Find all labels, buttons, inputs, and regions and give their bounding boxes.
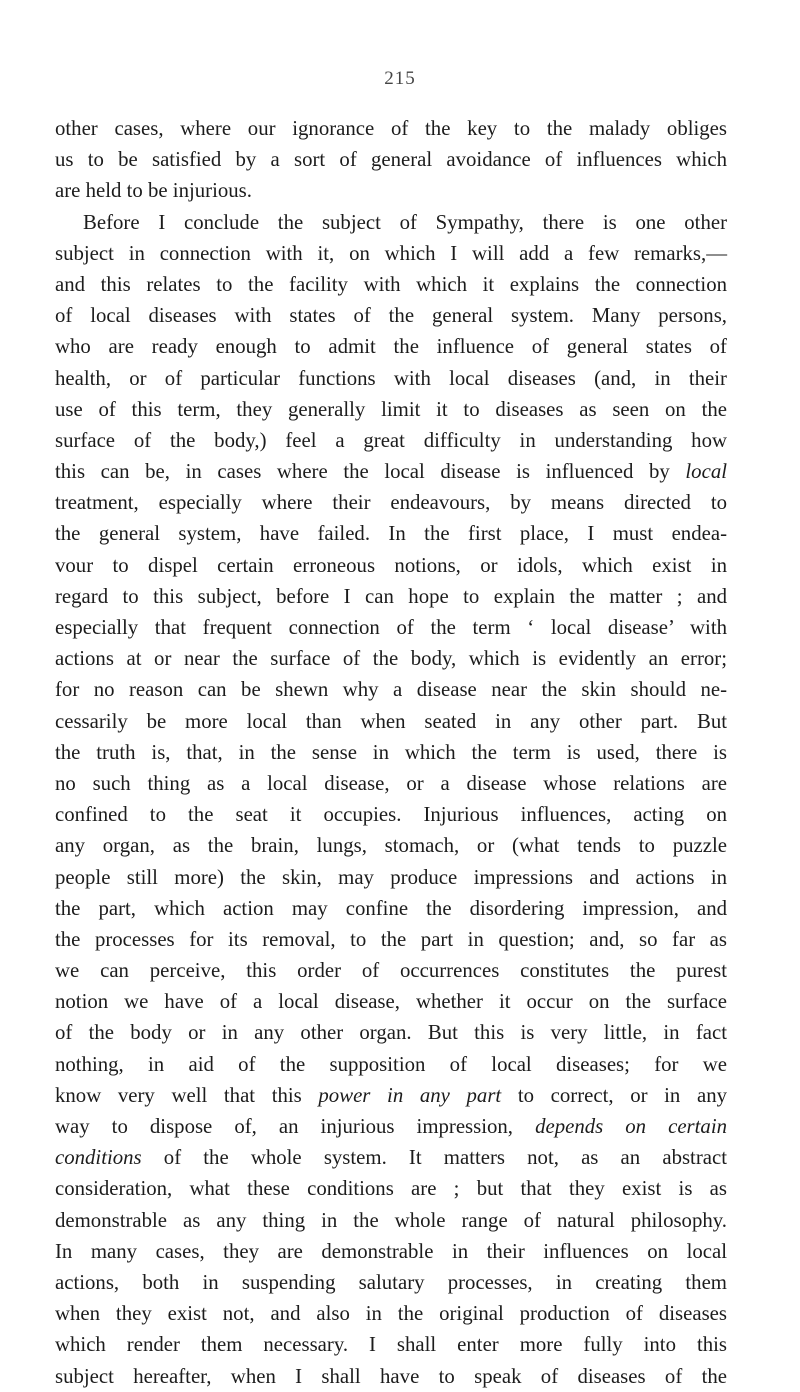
text-line	[55, 737, 727, 768]
text-line	[55, 238, 727, 269]
text-line	[55, 394, 727, 425]
text-run: when they exist not, and also in the original production of diseases	[55, 1302, 727, 1326]
text-run: know very well that this	[55, 1083, 319, 1107]
text-line	[55, 1017, 727, 1048]
text-line	[55, 550, 727, 581]
italic-text: conditions	[55, 1146, 142, 1170]
text-line	[55, 955, 727, 986]
text-run: Before I conclude the subject of Sympathy, there is one other	[83, 210, 727, 234]
text-run: nothing, in aid of the supposition of local diseases; for we	[55, 1052, 727, 1076]
text-line	[55, 1205, 727, 1236]
italic-text: depends on certain	[535, 1115, 727, 1138]
text-run: other cases, where our ignorance of the key to the malady obliges	[55, 117, 727, 140]
text-run: consideration, what these conditions are ; but that they exist is as	[55, 1177, 727, 1201]
text-line	[55, 1080, 727, 1111]
text-line	[55, 1361, 727, 1392]
text-run: people still more) the skin, may produce impressions and actions in	[55, 865, 727, 889]
text-run: the processes for its removal, to the part in question; and, so far as	[55, 927, 727, 951]
text-line	[55, 1173, 727, 1204]
text-line	[55, 144, 727, 175]
text-run: the part, which action may confine the disordering impression, and	[55, 896, 727, 920]
text-run: of the whole system. It matters not, as an abstract	[141, 1146, 727, 1170]
text-line	[55, 113, 727, 144]
text-run: subject hereafter, when I shall have to speak of diseases of the	[55, 1364, 727, 1388]
text-line	[55, 1298, 727, 1329]
text-run: actions at or near the surface of the body, which is evidently an error;	[55, 647, 727, 671]
page-number: 215	[384, 68, 416, 89]
text-line	[55, 300, 727, 331]
text-line	[55, 1142, 727, 1173]
text-line	[55, 643, 727, 674]
text-run: confined to the seat it occupies. Injurious influences, acting on	[55, 803, 727, 827]
text-run: vour to dispel certain erroneous notions, or idols, which exist in	[55, 553, 727, 577]
text-line	[55, 1111, 727, 1142]
text-line	[55, 799, 727, 830]
italic-text: local	[685, 460, 727, 484]
text-run: In many cases, they are demonstrable in their influences on local	[55, 1239, 727, 1263]
text-run: the general system, have failed. In the first place, I must endea-	[55, 522, 727, 546]
text-run: use of this term, they generally limit it to diseases as seen on the	[55, 397, 727, 421]
text-line	[55, 456, 727, 487]
text-run: the truth is, that, in the sense in which the term is used, there is	[55, 740, 727, 764]
text-line	[55, 862, 727, 893]
text-run: especially that frequent connection of the term ‘ local disease’ with	[55, 616, 727, 639]
text-run: of local diseases with states of the general system. Many persons,	[55, 304, 727, 328]
text-line	[55, 518, 727, 549]
text-line	[55, 612, 727, 643]
text-line	[55, 893, 727, 924]
text-run: we can perceive, this order of occurrences constitutes the purest	[55, 959, 727, 983]
text-run: demonstrable as any thing in the whole range of natural philosophy.	[55, 1208, 727, 1232]
text-run: actions, both in suspending salutary processes, in creating them	[55, 1270, 727, 1294]
text-run: no such thing as a local disease, or a disease whose relations are	[55, 771, 727, 795]
text-line	[55, 175, 727, 206]
text-run: are held to be injurious.	[55, 179, 252, 203]
text-run: any organ, as the brain, lungs, stomach, or (what tends to puzzle	[55, 834, 727, 858]
text-line	[55, 768, 727, 799]
text-line	[55, 1267, 727, 1298]
text-run: surface of the body,) feel a great difficulty in understanding how	[55, 428, 727, 452]
text-line	[55, 331, 727, 362]
italic-text: power in any part	[318, 1083, 502, 1107]
text-line	[55, 207, 727, 238]
text-line	[55, 1049, 727, 1080]
text-line	[55, 986, 727, 1017]
text-line	[55, 581, 727, 612]
text-run: notion we have of a local disease, whether it occur on the surface	[55, 990, 727, 1014]
text-line	[55, 269, 727, 300]
body-text	[55, 113, 727, 1392]
text-line	[55, 706, 727, 737]
text-line	[55, 1329, 727, 1360]
text-run: who are ready enough to admit the influence of general states of	[55, 335, 727, 359]
text-line	[55, 924, 727, 955]
text-run: health, or of particular functions with local diseases (and, in their	[55, 366, 727, 390]
text-run: this can be, in cases where the local disease is influenced by	[55, 460, 686, 484]
text-line	[55, 830, 727, 861]
text-run: and this relates to the facility with which it explains the connection	[55, 272, 727, 296]
text-line	[55, 425, 727, 456]
text-run: cessarily be more local than when seated in any other part. But	[55, 709, 727, 733]
text-line	[55, 363, 727, 394]
text-run: to correct, or in any	[501, 1083, 728, 1107]
text-run: of the body or in any other organ. But this is very little, in fact	[55, 1021, 727, 1045]
text-run: way to dispose of, an injurious impression,	[55, 1115, 536, 1138]
text-run: subject in connection with it, on which I will add a few remarks,—	[55, 241, 727, 265]
text-run: us to be satisfied by a sort of general avoidance of influences which	[55, 148, 727, 172]
text-run: treatment, especially where their endeavours, by means directed to	[55, 491, 727, 515]
text-run: which render them necessary. I shall enter more fully into this	[55, 1333, 727, 1357]
text-run: for no reason can be shewn why a disease near the skin should ne-	[55, 678, 727, 702]
text-line	[55, 487, 727, 518]
text-line	[55, 1236, 727, 1267]
text-run: regard to this subject, before I can hope to explain the matter ; and	[55, 584, 727, 608]
text-line	[55, 674, 727, 705]
